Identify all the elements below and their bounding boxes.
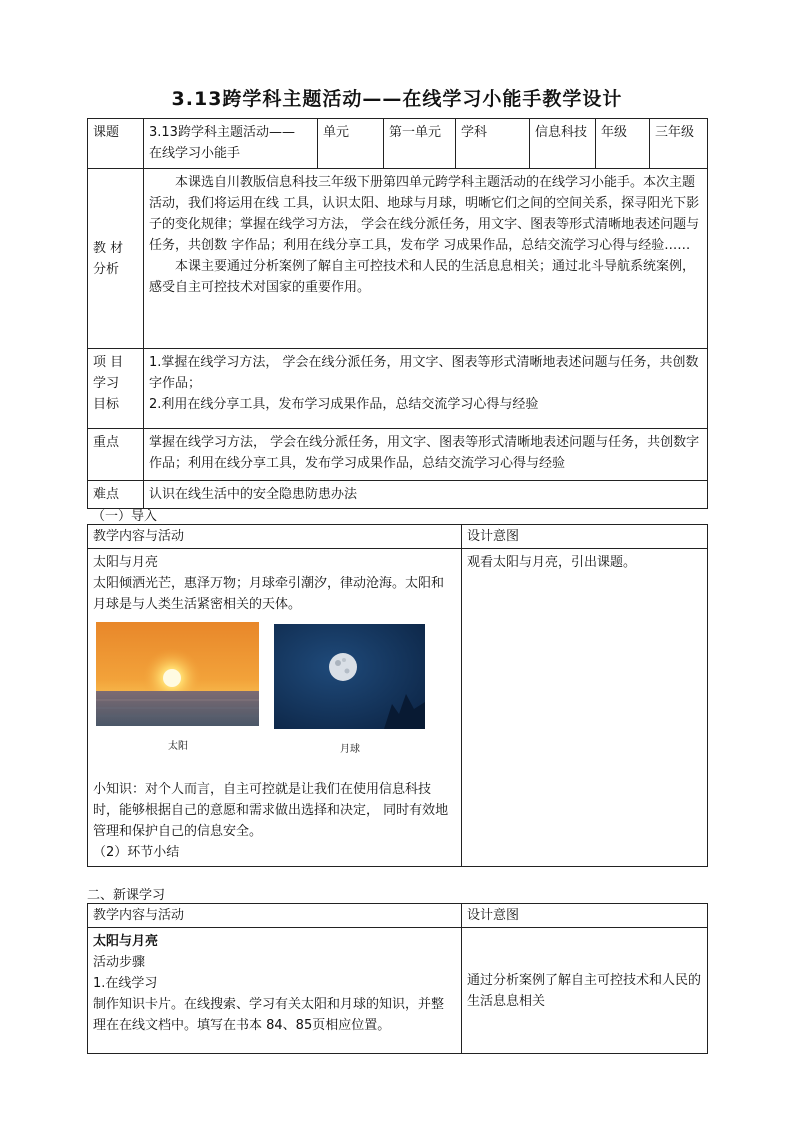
goals-row bbox=[88, 349, 708, 429]
summary-text: （2）环节小结 bbox=[93, 845, 180, 860]
difficulty-label: 难点 bbox=[88, 481, 144, 509]
moon-caption: 月球 bbox=[340, 744, 360, 755]
section2-heading: 二、新课学习 bbox=[87, 888, 166, 903]
lesson-content bbox=[88, 928, 462, 1054]
course-label: 课题 bbox=[88, 119, 144, 169]
goals-label-line1: 项 目 bbox=[93, 355, 124, 370]
course-value-line2: 在线学习小能手 bbox=[149, 146, 241, 161]
analysis-label-line1: 教 材 bbox=[93, 240, 124, 256]
goals-label bbox=[88, 349, 144, 429]
key-point-label: 重点 bbox=[88, 429, 144, 481]
lesson-subtitle: 太阳与月亮 bbox=[93, 934, 159, 949]
intro-header-row bbox=[88, 525, 708, 549]
subject-label: 学科 bbox=[456, 119, 530, 169]
key-point-row bbox=[88, 429, 708, 481]
goal-item-1: 1.掌握在线学习方法， 学会在线分派任务，用文字、图表等形式清晰地表述问题与任务，共创数字作品； bbox=[149, 355, 699, 391]
lesson-info-table bbox=[87, 118, 708, 509]
subject-value: 信息科技 bbox=[530, 119, 596, 169]
goals-label-line2: 学习 bbox=[93, 376, 120, 391]
analysis-label bbox=[88, 169, 144, 349]
lesson-col2-header: 设计意图 bbox=[462, 904, 708, 928]
grade-label: 年级 bbox=[596, 119, 650, 169]
lesson-header-row bbox=[88, 904, 708, 928]
moon-image bbox=[274, 624, 425, 729]
analysis-label-line2: 分析 bbox=[93, 261, 120, 277]
step1-text: 制作知识卡片。在线搜索、学习有关太阳和月球的知识，并整理在在线文档中。填写在书本 84、85页相应位置。 bbox=[93, 997, 445, 1033]
document-title: 3.13跨学科主题活动——在线学习小能手教学设计 bbox=[171, 88, 623, 110]
sun-image bbox=[96, 622, 259, 726]
course-value-line1: 3.13跨学科主题活动—— bbox=[149, 125, 295, 140]
difficulty-text: 认识在线生活中的安全隐患防患办法 bbox=[144, 481, 708, 509]
key-point-text: 掌握在线学习方法， 学会在线分派任务，用文字、图表等形式清晰地表述问题与任务，共创数字作品；利用在线分享工具，发布学习成果作品，总结交流学习心得与经验 bbox=[144, 429, 708, 481]
lesson-col1-header: 教学内容与活动 bbox=[88, 904, 462, 928]
analysis-para1: 本课选自川教版信息科技三年级下册第四单元跨学科主题活动的在线学习小能手。本次主题活动，我们将运用在线 工具，认识太阳、地球与月球，明晰它们之间的空间关系，探寻阳光下影子的变化规律；掌握在线学习方法， 学会在线分派任务，用文字、图表等形式清晰地表述问题与任务，共创数 字作品；利用在线分享工具，发布学 习成果作品，总结交流学习心得与经验…… bbox=[149, 175, 700, 253]
intro-col1-header: 教学内容与活动 bbox=[88, 525, 462, 549]
new-lesson-table bbox=[87, 903, 708, 1054]
analysis-row bbox=[88, 169, 708, 349]
lesson-intent: 通过分析案例了解自主可控技术和人民的生活息息相关 bbox=[462, 928, 708, 1054]
goals-content bbox=[144, 349, 708, 429]
sun-caption: 太阳 bbox=[168, 741, 188, 752]
goal-item-2: 2.利用在线分享工具，发布学习成果作品，总结交流学习心得与经验 bbox=[149, 397, 539, 412]
intro-col2-header: 设计意图 bbox=[462, 525, 708, 549]
step1-title: 1.在线学习 bbox=[93, 976, 158, 991]
analysis-para2: 本课主要通过分析案例了解自主可控技术和人民的生活息息相关；通过北斗导航系统案例，感受自主可控技术对国家的重要作用。 bbox=[149, 259, 696, 295]
intro-intent: 观看太阳与月亮，引出课题。 bbox=[462, 549, 708, 867]
tip-text: 小知识：对个人而言，自主可控就是让我们在使用信息科技时，能够根据自己的意愿和需求做出选择和决定， 同时有效地管理和保护自己的信息安全。 bbox=[93, 782, 449, 839]
course-value bbox=[144, 119, 318, 169]
grade-value: 三年级 bbox=[650, 119, 708, 169]
intro-text: 太阳倾洒光芒，惠泽万物；月球牵引潮汐，律动沧海。太阳和月球是与人类生活紧密相关的天体。 bbox=[93, 576, 445, 612]
lesson-body-row bbox=[88, 928, 708, 1054]
unit-value: 第一单元 bbox=[384, 119, 456, 169]
difficulty-row bbox=[88, 481, 708, 509]
steps-label: 活动步骤 bbox=[93, 955, 146, 970]
info-row bbox=[88, 119, 708, 169]
analysis-content bbox=[144, 169, 708, 349]
intro-subtitle: 太阳与月亮 bbox=[93, 555, 159, 570]
goals-label-line3: 目标 bbox=[93, 397, 120, 412]
section1-heading: （一）导入 bbox=[92, 509, 158, 524]
unit-label: 单元 bbox=[318, 119, 384, 169]
